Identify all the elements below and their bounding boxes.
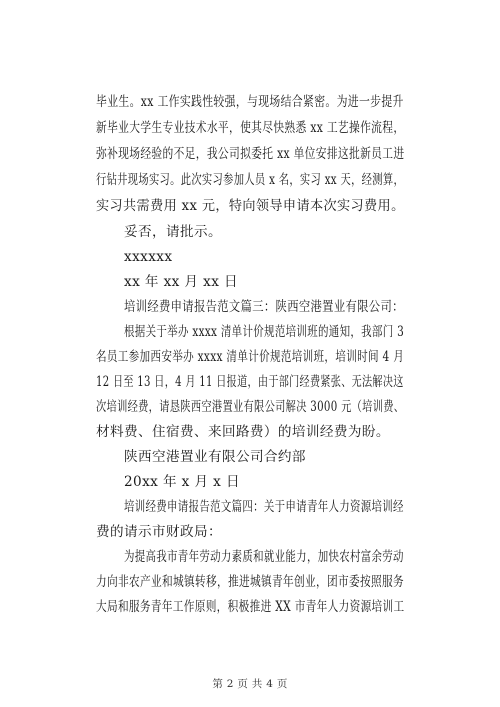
body-line: 新毕业大学生专业技术水平，使其尽快熟悉 xx 工艺操作流程，: [96, 120, 405, 136]
body-line: 行钻井现场实习。此次实习参加人员 x 名，实习 xx 天，经测算，: [96, 172, 405, 188]
body-line: 毕业生。xx 工作实践性较强，与现场结合紧密。为进一步提升: [96, 94, 404, 110]
body-line: 妥否，请批示。: [124, 224, 222, 240]
body-line: 次培训经费，请恳陕西空港置业有限公司解决 3000 元（培训费、: [96, 399, 405, 415]
date-line: xx 年 xx 月 xx 日: [124, 274, 238, 290]
body-line: 材料费、住宿费、来回路费）的培训经费为盼。: [96, 424, 390, 440]
body-line: 12 日至 13 日，4 月 11 日报道，由于部门经费紧张、无法解决这: [96, 374, 404, 390]
section-heading: 培训经费申请报告范文篇三：陕西空港置业有限公司：: [124, 299, 404, 315]
body-line: 为提高我市青年劳动力素质和就业能力，加快农村富余劳动: [124, 549, 404, 565]
body-line: 费的请示市财政局：: [96, 524, 222, 540]
page-footer: 第 2 页 共 4 页: [212, 678, 288, 690]
signature-line: xxxxxx: [124, 249, 173, 265]
body-line: 根据关于举办 xxxx 清单计价规范培训班的通知，我部门 3: [124, 324, 405, 340]
body-line: 力向非农产业和城镇转移，推进城镇青年创业，团市委按照服务: [96, 574, 404, 590]
section-heading: 培训经费申请报告范文篇四：关于申请青年人力资源培训经: [124, 499, 404, 515]
signature-line: 陕西空港置业有限公司合约部: [124, 449, 306, 465]
body-line: 大局和服务青年工作原则，积极推进 XX 市青年人力资源培训工: [96, 599, 405, 615]
body-line: 名员工参加西安举办 xxxx 清单计价规范培训班，培训时间 4 月: [96, 349, 405, 365]
body-line: 实习共需费用 xx 元，特向领导申请本次实习费用。: [96, 198, 405, 214]
body-line: 弥补现场经验的不足，我公司拟委托 xx 单位安排这批新员工进: [96, 146, 405, 162]
date-line: 20xx 年 x 月 x 日: [124, 474, 240, 490]
